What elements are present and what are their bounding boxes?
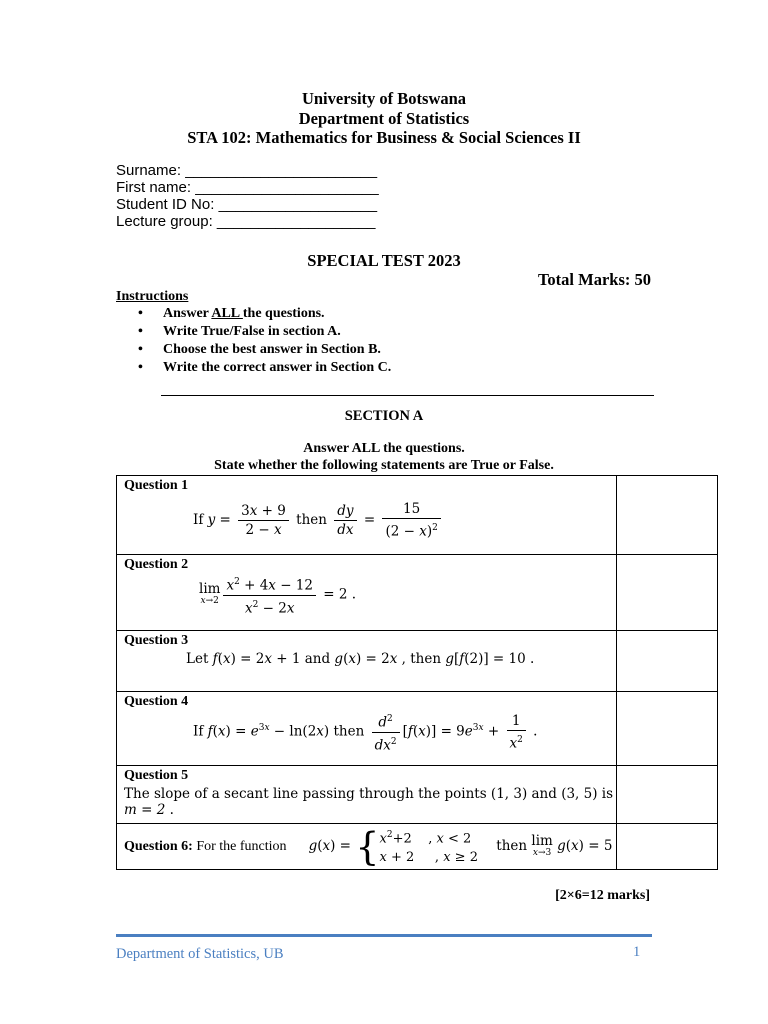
footer-department: Department of Statistics, UB: [116, 946, 284, 962]
surname-label: Surname:: [116, 162, 182, 179]
instructions-title: Instructions: [116, 289, 189, 304]
bullet-icon: •: [138, 342, 143, 357]
questions-table: [116, 475, 718, 870]
question-row: [117, 631, 718, 692]
question-5-and: and: [527, 786, 562, 802]
instruction-text: Write True/False in section A.: [163, 324, 341, 339]
surname-line: _______________________: [185, 162, 378, 179]
instruction-item: [116, 341, 391, 359]
question-cell: [117, 766, 617, 824]
answer-cell[interactable]: [617, 476, 718, 555]
total-marks: Total Marks: 50: [537, 270, 651, 289]
instruction-item: [116, 305, 391, 323]
question-row: [117, 692, 718, 766]
question-cell: [117, 476, 617, 555]
question-5-prefix: The slope of a secant line passing through the points: [124, 786, 491, 802]
bullet-icon: •: [138, 306, 143, 321]
question-row: [117, 824, 718, 870]
question-label: Question 5: [124, 768, 189, 783]
student-id-field[interactable]: [116, 196, 377, 213]
question-6-prefix: For the function: [196, 839, 287, 854]
department-name: Department of Statistics: [298, 109, 470, 128]
lecture-group-line: ___________________: [216, 213, 376, 230]
answer-cell[interactable]: [617, 766, 718, 824]
first-name-field[interactable]: [116, 179, 379, 196]
point-1: (1, 3): [490, 786, 528, 802]
instruction-text: Answer: [163, 306, 212, 321]
slope-value: m = 2: [124, 802, 166, 818]
instruction-emphasis: ALL: [211, 306, 243, 321]
answer-cell[interactable]: [617, 824, 718, 870]
test-title: SPECIAL TEST 2023: [307, 251, 461, 270]
instruction-item: [116, 323, 391, 341]
section-title: SECTION A: [344, 408, 424, 424]
answer-cell[interactable]: [617, 631, 718, 692]
question-5-text: [117, 784, 616, 818]
instructions: [116, 289, 391, 377]
question-4-math: If $f(x) = e^{3x} - \ln(2x)$ then $\frac{d^2}{dx^2}$ $[f(x)] = 9e^{3x}$ + $\frac{1}{x^2}$ .: [117, 710, 616, 754]
first-name-line: ______________________: [195, 179, 379, 196]
point-2: (3, 5): [561, 786, 598, 802]
question-5-end: .: [165, 802, 174, 818]
question-cell: [117, 555, 617, 631]
question-3-math: Let f(x) = 2x + 1 and g(x) = 2x , then g[f(2)] = 10 .: [186, 651, 535, 667]
question-label: Question 2: [124, 557, 189, 572]
first-name-label: First name:: [116, 179, 192, 196]
question-row: [117, 555, 718, 631]
question-cell: [117, 631, 617, 692]
question-label: Question 4: [124, 694, 189, 709]
question-label: Question 3: [124, 633, 189, 648]
question-6-text: Question 6: For the function g(x) = { $x^2+2$ , x < 2 x + 2 , x ≥ 2 then lim x→3 g(x) = 5: [124, 824, 613, 869]
marks-note: [2×6=12 marks]: [555, 888, 650, 903]
bullet-icon: •: [138, 360, 143, 375]
university-name: University of Botswana: [301, 89, 467, 108]
answer-cell[interactable]: [617, 692, 718, 766]
page-number: 1: [633, 944, 641, 960]
instruction-item: [116, 359, 391, 377]
divider: [161, 395, 654, 396]
question-1-math: If y = $\frac{3x + 9}{2 - x}$ then $\frac{dy}{dx}$ = $\frac{15}{(2 - x)^2}$: [117, 494, 616, 541]
lecture-group-label: Lecture group:: [116, 213, 213, 230]
question-row: [117, 766, 718, 824]
bullet-icon: •: [138, 324, 143, 339]
footer-rule: [116, 934, 652, 937]
surname-field[interactable]: [116, 162, 377, 179]
question-label: Question 1: [124, 478, 189, 493]
lecture-group-field[interactable]: [116, 213, 375, 230]
instruction-text: Choose the best answer in Section B.: [163, 342, 381, 357]
instruction-text: the questions.: [242, 306, 325, 321]
question-cell: [117, 692, 617, 766]
question-row: [117, 476, 718, 555]
question-cell: [117, 824, 617, 870]
section-instruction-2: State whether the following statements are True or False.: [214, 458, 554, 473]
question-label: Question 6:: [124, 839, 193, 854]
question-2-math: lim x→2 $\frac{x^2 + 4x - 12}{x^2 - 2x}$ = 2 .: [117, 573, 616, 617]
question-5-is: is: [597, 786, 614, 802]
student-id-line: ___________________: [218, 196, 378, 213]
answer-cell[interactable]: [617, 555, 718, 631]
instruction-text: Write the correct answer in Section C.: [163, 360, 392, 375]
section-instruction-1: Answer ALL the questions.: [303, 441, 465, 456]
course-title: STA 102: Mathematics for Business & Social Sciences II: [187, 128, 581, 147]
student-id-label: Student ID No:: [116, 196, 215, 213]
